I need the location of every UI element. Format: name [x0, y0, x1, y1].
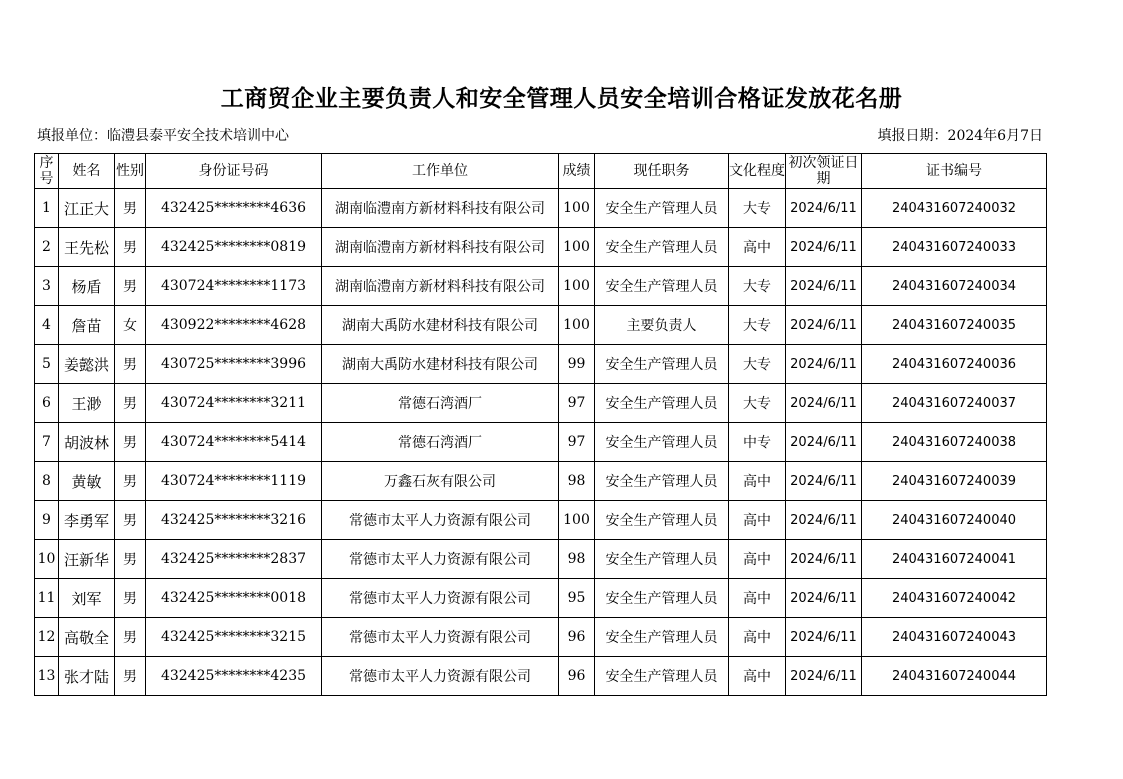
cell-no: 1	[35, 189, 59, 228]
cell-name: 杨盾	[59, 267, 115, 306]
cell-cert: 240431607240038	[862, 423, 1047, 462]
table-row	[35, 462, 1047, 501]
cell-position: 安全生产管理人员	[595, 618, 729, 657]
cell-gender: 男	[115, 657, 146, 696]
cell-position: 安全生产管理人员	[595, 423, 729, 462]
cell-company: 常德市太平人力资源有限公司	[322, 501, 559, 540]
table-row	[35, 618, 1047, 657]
cell-company: 常德市太平人力资源有限公司	[322, 579, 559, 618]
cell-name: 胡波林	[59, 423, 115, 462]
table-row	[35, 579, 1047, 618]
cell-id: 432425********0819	[146, 228, 322, 267]
cell-position: 安全生产管理人员	[595, 501, 729, 540]
cell-education: 大专	[729, 384, 786, 423]
cell-company: 万鑫石灰有限公司	[322, 462, 559, 501]
cell-gender: 男	[115, 384, 146, 423]
cell-education: 高中	[729, 462, 786, 501]
cell-score: 99	[559, 345, 595, 384]
cell-name: 李勇军	[59, 501, 115, 540]
col-header-gender: 性别	[115, 154, 146, 189]
cell-cert: 240431607240042	[862, 579, 1047, 618]
cell-position: 安全生产管理人员	[595, 462, 729, 501]
cell-gender: 男	[115, 228, 146, 267]
cell-score: 100	[559, 306, 595, 345]
cell-score: 96	[559, 657, 595, 696]
cell-education: 高中	[729, 540, 786, 579]
cell-position: 安全生产管理人员	[595, 228, 729, 267]
cell-issue-date: 2024/6/11	[786, 462, 862, 501]
cell-no: 6	[35, 384, 59, 423]
cell-gender: 女	[115, 306, 146, 345]
table-row	[35, 423, 1047, 462]
cell-score: 100	[559, 267, 595, 306]
col-header-cert: 证书编号	[862, 154, 1047, 189]
fill-date: 填报日期：2024年6月7日	[877, 128, 1043, 144]
cell-score: 100	[559, 189, 595, 228]
cell-id: 430922********4628	[146, 306, 322, 345]
cell-score: 98	[559, 540, 595, 579]
cell-issue-date: 2024/6/11	[786, 189, 862, 228]
cell-id: 432425********0018	[146, 579, 322, 618]
cell-name: 刘军	[59, 579, 115, 618]
cell-cert: 240431607240034	[862, 267, 1047, 306]
cell-issue-date: 2024/6/11	[786, 306, 862, 345]
cell-issue-date: 2024/6/11	[786, 267, 862, 306]
cell-cert: 240431607240041	[862, 540, 1047, 579]
table-row	[35, 306, 1047, 345]
cell-cert: 240431607240037	[862, 384, 1047, 423]
table-row	[35, 345, 1047, 384]
cell-no: 4	[35, 306, 59, 345]
cell-cert: 240431607240033	[862, 228, 1047, 267]
table-row	[35, 267, 1047, 306]
cell-id: 430724********1173	[146, 267, 322, 306]
cell-name: 姜懿洪	[59, 345, 115, 384]
cell-education: 高中	[729, 618, 786, 657]
cell-company: 常德市太平人力资源有限公司	[322, 657, 559, 696]
cell-cert: 240431607240040	[862, 501, 1047, 540]
cell-issue-date: 2024/6/11	[786, 579, 862, 618]
cell-id: 432425********4636	[146, 189, 322, 228]
cell-education: 高中	[729, 657, 786, 696]
cell-no: 8	[35, 462, 59, 501]
cell-id: 432425********3215	[146, 618, 322, 657]
cell-education: 大专	[729, 189, 786, 228]
cell-issue-date: 2024/6/11	[786, 657, 862, 696]
col-header-no: 序号	[35, 154, 59, 189]
cell-score: 100	[559, 501, 595, 540]
cell-cert: 240431607240036	[862, 345, 1047, 384]
cell-position: 安全生产管理人员	[595, 540, 729, 579]
cell-position: 安全生产管理人员	[595, 657, 729, 696]
table-row	[35, 501, 1047, 540]
col-header-score: 成绩	[559, 154, 595, 189]
cell-name: 高敬全	[59, 618, 115, 657]
cell-position: 安全生产管理人员	[595, 345, 729, 384]
table-row	[35, 228, 1047, 267]
cell-issue-date: 2024/6/11	[786, 540, 862, 579]
cell-education: 大专	[729, 267, 786, 306]
cell-company: 湖南大禹防水建材科技有限公司	[322, 345, 559, 384]
cell-name: 王渺	[59, 384, 115, 423]
cell-gender: 男	[115, 267, 146, 306]
cell-name: 江正大	[59, 189, 115, 228]
fill-unit: 填报单位：临澧县泰平安全技术培训中心	[37, 128, 289, 144]
cell-no: 7	[35, 423, 59, 462]
cell-company: 湖南大禹防水建材科技有限公司	[322, 306, 559, 345]
cell-name: 詹苗	[59, 306, 115, 345]
cell-name: 汪新华	[59, 540, 115, 579]
cell-education: 大专	[729, 306, 786, 345]
cell-id: 432425********4235	[146, 657, 322, 696]
cell-issue-date: 2024/6/11	[786, 618, 862, 657]
cell-id: 430724********1119	[146, 462, 322, 501]
cell-id: 432425********3216	[146, 501, 322, 540]
cell-name: 黄敏	[59, 462, 115, 501]
cell-position: 安全生产管理人员	[595, 189, 729, 228]
table-row	[35, 189, 1047, 228]
cell-score: 98	[559, 462, 595, 501]
cell-company: 常德市太平人力资源有限公司	[322, 540, 559, 579]
cell-education: 高中	[729, 501, 786, 540]
cell-position: 安全生产管理人员	[595, 579, 729, 618]
cell-position: 安全生产管理人员	[595, 384, 729, 423]
cell-gender: 男	[115, 618, 146, 657]
cell-no: 12	[35, 618, 59, 657]
col-header-position: 现任职务	[595, 154, 729, 189]
cell-score: 97	[559, 423, 595, 462]
cell-gender: 男	[115, 540, 146, 579]
col-header-education: 文化程度	[729, 154, 786, 189]
cell-score: 100	[559, 228, 595, 267]
col-header-name: 姓名	[59, 154, 115, 189]
cell-education: 大专	[729, 345, 786, 384]
cell-position: 主要负责人	[595, 306, 729, 345]
cell-gender: 男	[115, 423, 146, 462]
cell-issue-date: 2024/6/11	[786, 345, 862, 384]
cell-no: 10	[35, 540, 59, 579]
cell-company: 常德市太平人力资源有限公司	[322, 618, 559, 657]
col-header-company: 工作单位	[322, 154, 559, 189]
page-title: 工商贸企业主要负责人和安全管理人员安全培训合格证发放花名册	[220, 85, 903, 112]
cell-cert: 240431607240032	[862, 189, 1047, 228]
table-row	[35, 384, 1047, 423]
cell-education: 中专	[729, 423, 786, 462]
cell-gender: 男	[115, 462, 146, 501]
cell-issue-date: 2024/6/11	[786, 384, 862, 423]
cell-no: 5	[35, 345, 59, 384]
col-header-issue-date: 初次领证日期	[786, 154, 862, 189]
cell-cert: 240431607240035	[862, 306, 1047, 345]
cell-id: 432425********2837	[146, 540, 322, 579]
cell-gender: 男	[115, 501, 146, 540]
cell-issue-date: 2024/6/11	[786, 228, 862, 267]
cell-gender: 男	[115, 579, 146, 618]
cell-cert: 240431607240039	[862, 462, 1047, 501]
cell-company: 湖南临澧南方新材料科技有限公司	[322, 267, 559, 306]
cell-no: 11	[35, 579, 59, 618]
table-row	[35, 540, 1047, 579]
cell-position: 安全生产管理人员	[595, 267, 729, 306]
cell-no: 9	[35, 501, 59, 540]
table-row	[35, 657, 1047, 696]
cell-issue-date: 2024/6/11	[786, 423, 862, 462]
cell-company: 常德石湾酒厂	[322, 423, 559, 462]
cell-cert: 240431607240044	[862, 657, 1047, 696]
cell-id: 430725********3996	[146, 345, 322, 384]
cell-gender: 男	[115, 189, 146, 228]
col-header-id: 身份证号码	[146, 154, 322, 189]
cell-no: 13	[35, 657, 59, 696]
cell-name: 王先松	[59, 228, 115, 267]
cell-company: 湖南临澧南方新材料科技有限公司	[322, 228, 559, 267]
cell-gender: 男	[115, 345, 146, 384]
cell-score: 96	[559, 618, 595, 657]
cell-education: 高中	[729, 579, 786, 618]
cell-company: 湖南临澧南方新材料科技有限公司	[322, 189, 559, 228]
cell-company: 常德石湾酒厂	[322, 384, 559, 423]
cell-no: 3	[35, 267, 59, 306]
cell-id: 430724********5414	[146, 423, 322, 462]
cell-score: 95	[559, 579, 595, 618]
cell-cert: 240431607240043	[862, 618, 1047, 657]
cell-issue-date: 2024/6/11	[786, 501, 862, 540]
header-row	[35, 154, 1047, 189]
roster-table	[34, 153, 1047, 696]
cell-name: 张才陆	[59, 657, 115, 696]
cell-id: 430724********3211	[146, 384, 322, 423]
cell-education: 高中	[729, 228, 786, 267]
cell-no: 2	[35, 228, 59, 267]
cell-score: 97	[559, 384, 595, 423]
